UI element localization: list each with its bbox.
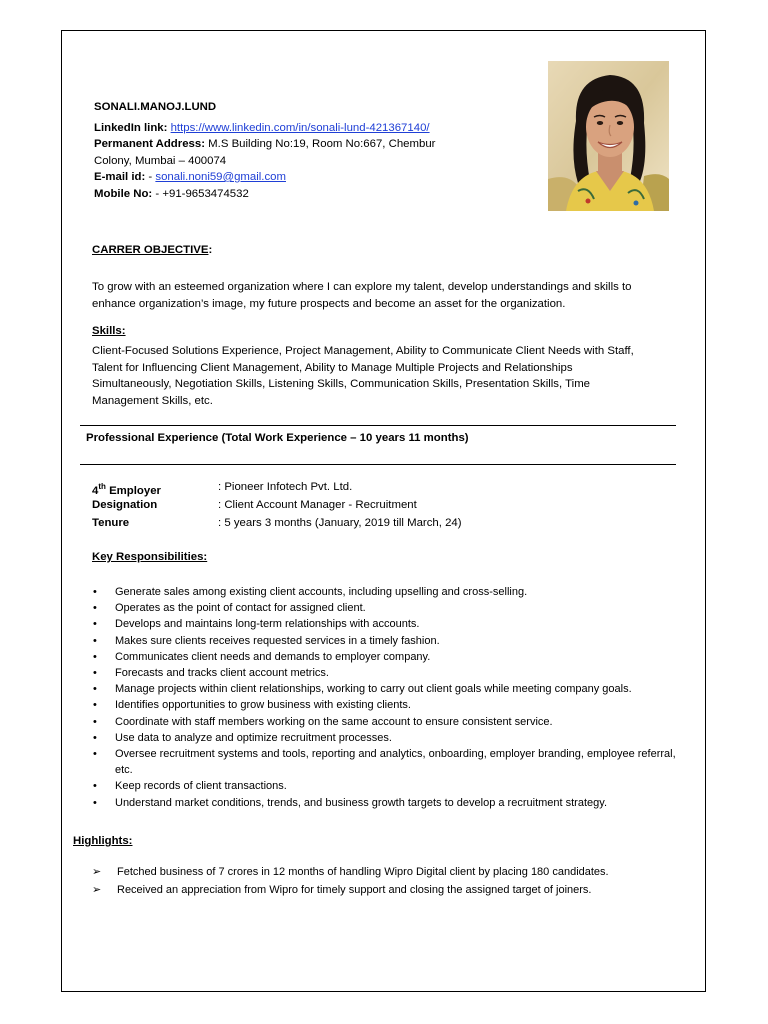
responsibility-item bbox=[92, 649, 682, 665]
skills-line-1: Client-Focused Solutions Experience, Project Management, Ability to Communicate Client Needs with Staff, bbox=[92, 345, 634, 357]
objective-heading: CARRER OBJECTIVE bbox=[92, 244, 209, 256]
bullet-icon: • bbox=[93, 796, 97, 809]
responsibility-text: Coordinate with staff members working on the same account to ensure consistent service. bbox=[115, 715, 553, 728]
responsibility-item bbox=[92, 633, 682, 649]
mobile-label: Mobile No: bbox=[94, 187, 153, 200]
experience-heading: Professional Experience (Total Work Experience – 10 years 11 months) bbox=[86, 432, 469, 444]
highlights-heading: Highlights: bbox=[73, 835, 133, 847]
bullet-icon: • bbox=[93, 650, 97, 663]
bullet-icon: • bbox=[93, 731, 97, 744]
skills-line-2: Talent for Influencing Client Management, Ability to Manage Multiple Projects and Relationships bbox=[92, 361, 573, 374]
responsibilities-list bbox=[92, 584, 682, 811]
profile-photo bbox=[548, 61, 669, 211]
email-label: E-mail id: bbox=[94, 171, 146, 183]
email-link[interactable]: sonali.noni59@gmail.com bbox=[155, 171, 286, 183]
responsibility-text: Operates as the point of contact for assigned client. bbox=[115, 602, 366, 615]
tenure-value: : 5 years 3 months (January, 2019 till March, 24) bbox=[218, 517, 462, 529]
address-line-2: Colony, Mumbai – 400074 bbox=[94, 154, 227, 167]
employer-label: 4th Employer bbox=[92, 482, 161, 497]
address-label: Permanent Address: bbox=[94, 138, 205, 150]
bullet-icon: • bbox=[93, 667, 97, 680]
employer-row bbox=[92, 478, 652, 496]
tenure-label: Tenure bbox=[92, 517, 130, 529]
responsibility-text: Keep records of client transactions. bbox=[115, 780, 287, 793]
responsibility-item bbox=[92, 697, 682, 713]
employer-value: : Pioneer Infotech Pvt. Ltd. bbox=[218, 481, 353, 493]
bullet-icon: • bbox=[93, 699, 97, 712]
responsibilities-list-container bbox=[92, 584, 682, 811]
bullet-icon: • bbox=[93, 586, 97, 598]
responsibilities-heading: Key Responsibilities: bbox=[92, 551, 208, 563]
address-line-1 bbox=[94, 136, 514, 153]
email-prefix: - bbox=[145, 171, 156, 183]
arrow-bullet-icon: ➢ bbox=[92, 883, 102, 896]
responsibility-item bbox=[92, 600, 682, 616]
responsibility-item bbox=[92, 795, 682, 811]
responsibility-text: Identifies opportunities to grow business with existing clients. bbox=[115, 699, 411, 712]
skills-text bbox=[92, 343, 692, 409]
objective-heading-line bbox=[92, 242, 212, 259]
bullet-icon: • bbox=[93, 683, 97, 696]
linkedin-label: LinkedIn link: bbox=[94, 121, 168, 134]
responsibility-text: Use data to analyze and optimize recruitment processes. bbox=[115, 731, 392, 744]
objective-line-1: To grow with an esteemed organization where I can explore my talent, develop understandings and skills to bbox=[92, 281, 632, 293]
skills-line-4: Management Skills, etc. bbox=[92, 394, 213, 407]
bullet-icon: • bbox=[93, 602, 97, 615]
designation-value: : Client Account Manager - Recruitment bbox=[218, 499, 417, 511]
responsibility-text: Oversee recruitment systems and tools, reporting and analytics, onboarding, employer branding, employee referral, etc. bbox=[115, 748, 676, 777]
skills-line-3: Simultaneously, Negotiation Skills, Listening Skills, Communication Skills, Presentation Skills, Time bbox=[92, 378, 591, 390]
designation-label: Designation bbox=[92, 499, 158, 511]
experience-rule-top bbox=[80, 425, 676, 426]
objective-text bbox=[92, 279, 692, 312]
highlights-list-container bbox=[92, 864, 682, 899]
experience-rule-bottom bbox=[80, 464, 676, 465]
employer-details bbox=[92, 478, 652, 532]
objective-line-2: enhance organization’s image, my future prospects and become an asset for the organization. bbox=[92, 297, 566, 310]
mobile-line bbox=[94, 186, 514, 203]
highlight-text: Received an appreciation from Wipro for timely support and closing the assigned target of joiners. bbox=[117, 883, 592, 896]
address-value-1: M.S Building No:19, Room No:667, Chembur bbox=[208, 138, 436, 150]
responsibility-item bbox=[92, 778, 682, 794]
linkedin-line bbox=[94, 120, 514, 137]
highlight-text: Fetched business of 7 crores in 12 months of handling Wipro Digital client by placing 180 candidates. bbox=[117, 866, 609, 878]
skills-heading: Skills: bbox=[92, 325, 126, 337]
bullet-icon: • bbox=[93, 634, 97, 647]
email-line bbox=[94, 169, 514, 186]
mobile-value: - +91-9653474532 bbox=[152, 187, 249, 200]
objective-heading-colon: : bbox=[208, 244, 213, 256]
bullet-icon: • bbox=[93, 748, 97, 761]
highlight-item bbox=[92, 864, 682, 882]
bullet-icon: • bbox=[93, 618, 97, 631]
bullet-icon: • bbox=[93, 780, 97, 793]
responsibility-item bbox=[92, 616, 682, 632]
candidate-name: SONALI.MANOJ.LUND bbox=[94, 101, 217, 113]
responsibility-item bbox=[92, 681, 682, 697]
tenure-row bbox=[92, 514, 652, 532]
arrow-bullet-icon: ➢ bbox=[92, 866, 102, 878]
highlights-list bbox=[92, 864, 682, 899]
contact-block bbox=[94, 99, 514, 202]
responsibility-item bbox=[92, 714, 682, 730]
responsibility-text: Generate sales among existing client accounts, including upselling and cross-selling. bbox=[115, 586, 528, 598]
linkedin-link[interactable]: https://www.linkedin.com/in/sonali-lund-421367140/ bbox=[170, 121, 430, 134]
responsibility-item bbox=[92, 746, 682, 778]
responsibility-text: Understand market conditions, trends, and business growth targets to develop a recruitment strategy. bbox=[115, 796, 607, 809]
responsibility-item bbox=[92, 730, 682, 746]
responsibility-item bbox=[92, 665, 682, 681]
responsibility-text: Develops and maintains long-term relationships with accounts. bbox=[115, 618, 420, 631]
designation-row bbox=[92, 496, 652, 514]
highlight-item bbox=[92, 882, 682, 900]
responsibility-text: Communicates client needs and demands to employer company. bbox=[115, 650, 431, 663]
responsibility-text: Manage projects within client relationships, working to carry out client goals while meeting company goals. bbox=[115, 683, 632, 696]
responsibility-item bbox=[92, 584, 682, 600]
responsibility-text: Forecasts and tracks client account metrics. bbox=[115, 667, 329, 680]
responsibility-text: Makes sure clients receives requested services in a timely fashion. bbox=[115, 634, 440, 647]
bullet-icon: • bbox=[93, 715, 97, 728]
